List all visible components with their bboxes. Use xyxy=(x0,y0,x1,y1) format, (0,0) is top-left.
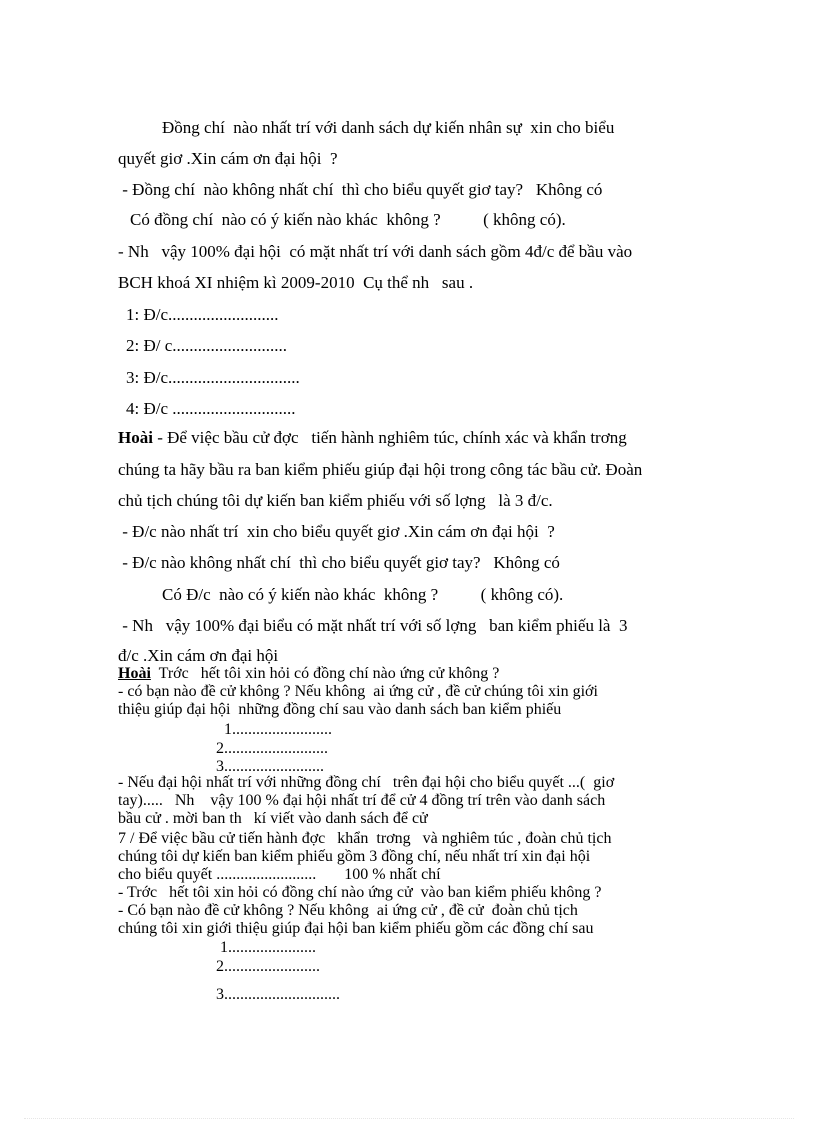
paragraph-line: thiệu giúp đại hội những đồng chí sau vào danh sách ban kiểm phiếu xyxy=(118,701,562,718)
paragraph-line: chủ tịch chúng tôi dự kiến ban kiểm phiếu với số lợng là 3 đ/c. xyxy=(118,491,553,510)
paragraph-line: Hoài Trớc hết tôi xin hỏi có đồng chí nào ứng cử không ? xyxy=(118,665,500,682)
speaker-name: Hoài xyxy=(118,428,153,447)
paragraph-line: Có Đ/c nào có ý kiến nào khác không ? ( không có). xyxy=(162,585,564,604)
list-item: 1...................... xyxy=(220,939,316,956)
list-item: 2........................ xyxy=(216,958,320,975)
paragraph-line: chúng tôi xin giới thiệu giúp đại hội ban kiểm phiếu gồm các đồng chí sau xyxy=(118,920,594,937)
paragraph-line: cho biểu quyết ......................... 100 % nhất chí xyxy=(118,866,441,883)
page-bottom-divider xyxy=(24,1118,794,1119)
paragraph-line: - Đ/c nào không nhất chí thì cho biểu quyết giơ tay? Không có xyxy=(118,553,560,572)
paragraph-line: quyết giơ .Xin cám ơn đại hội ? xyxy=(118,149,338,168)
paragraph-line: - có bạn nào đề cử không ? Nếu không ai ứng cử , đề cử chúng tôi xin giới xyxy=(118,683,598,700)
paragraph-line: - Nếu đại hội nhất trí với những đồng chí trên đại hội cho biểu quyết ...( giơ xyxy=(118,774,615,791)
paragraph-line: BCH khoá XI nhiệm kì 2009-2010 Cụ thể nh sau . xyxy=(118,273,474,292)
list-item: 4: Đ/c ............................. xyxy=(126,399,296,418)
paragraph-line: chúng ta hãy bầu ra ban kiểm phiếu giúp đại hội trong công tác bầu cử. Đoàn xyxy=(118,460,643,479)
paragraph-line: - Trớc hết tôi xin hỏi có đồng chí nào ứng cử vào ban kiểm phiếu không ? xyxy=(118,884,602,901)
list-item: 1: Đ/c.......................... xyxy=(126,305,279,324)
paragraph-line: đ/c .Xin cám ơn đại hội xyxy=(118,646,279,665)
paragraph-line: - Nh vậy 100% đại hội có mặt nhất trí với danh sách gồm 4đ/c để bầu vào xyxy=(118,242,633,261)
list-item: 3............................. xyxy=(216,986,340,1003)
paragraph-line: bầu cử . mời ban th kí viết vào danh sách để cử xyxy=(118,810,428,827)
paragraph-line: chúng tôi dự kiến ban kiểm phiếu gồm 3 đồng chí, nếu nhất trí xin đại hội xyxy=(118,848,591,865)
paragraph-line: - Đ/c nào nhất trí xin cho biểu quyết giơ .Xin cám ơn đại hội ? xyxy=(118,522,555,541)
paragraph-line: - Có bạn nào đề cử không ? Nếu không ai ứng cử , đề cử đoàn chủ tịch xyxy=(118,902,578,919)
speaker-name: Hoài xyxy=(118,665,151,682)
list-item: 2: Đ/ c........................... xyxy=(126,336,288,355)
paragraph-line: Đồng chí nào nhất trí với danh sách dự kiến nhân sự xin cho biểu xyxy=(162,118,615,137)
paragraph-line: - Đồng chí nào không nhất chí thì cho biểu quyết giơ tay? Không có xyxy=(118,180,603,199)
paragraph-line: Hoài - Để việc bầu cử đợc tiến hành nghiêm túc, chính xác và khẩn trơng xyxy=(118,428,627,447)
paragraph-line: 7 / Để việc bầu cử tiến hành đợc khẩn trơng và nghiêm túc , đoàn chủ tịch xyxy=(118,830,612,847)
list-item: 3: Đ/c............................... xyxy=(126,368,300,387)
paragraph-line: - Nh vậy 100% đại biểu có mặt nhất trí với số lợng ban kiểm phiếu là 3 xyxy=(118,616,628,635)
list-item: 2.......................... xyxy=(216,740,328,757)
list-item: 3......................... xyxy=(216,758,324,775)
paragraph-line: Có đồng chí nào có ý kiến nào khác không ? ( không có). xyxy=(130,210,566,229)
paragraph-line: tay)..... Nh vậy 100 % đại hội nhất trí để cử 4 đồng trí trên vào danh sách xyxy=(118,792,606,809)
list-item: 1......................... xyxy=(224,721,332,738)
